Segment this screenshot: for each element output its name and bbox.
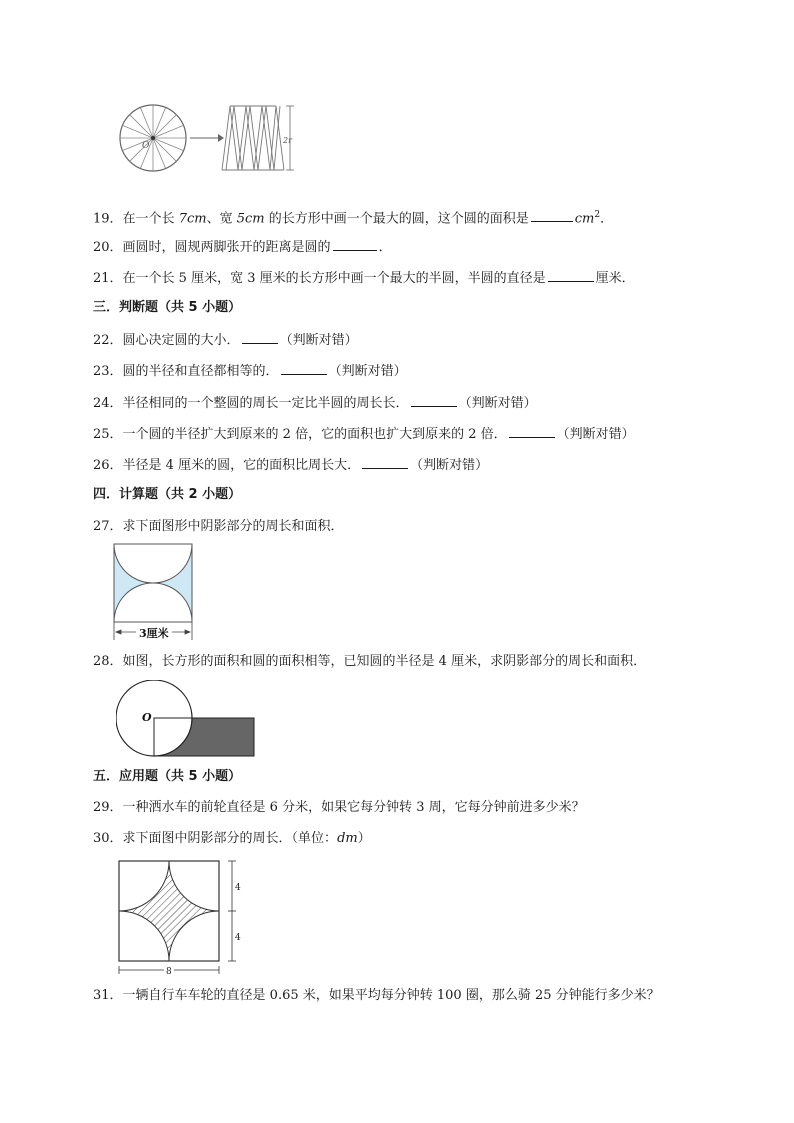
height-label: 2r [283, 136, 292, 145]
question-27: 27．求下面图形中阴影部分的周长和面积． [93, 519, 344, 534]
question-21: 21．在一个长 5 厘米，宽 3 厘米的长方形中画一个最大的半圆，半圆的直径是 厘米． [93, 271, 635, 286]
question-29: 29．一种洒水车的前轮直径是 6 分米，如果它每分钟转 3 周，它每分钟前进多少米？ [93, 800, 585, 815]
q27-figure [112, 542, 196, 642]
answer-blank[interactable] [548, 269, 594, 282]
question-24: 24．半径相同的一个整圆的周长一定比半圆的周长长． （判断对错） [93, 396, 537, 411]
answer-blank[interactable] [509, 425, 555, 438]
q30-label-top: 4 [235, 883, 241, 893]
question-20: 20．画圆时，圆规两脚张开的距离是圆的 ． [93, 240, 392, 255]
question-30: 30．求下面图中阴影部分的周长．（单位：dm） [93, 831, 371, 846]
arrow-icon [190, 134, 224, 142]
section-apply-heading: 五．应用题（共 5 小题） [93, 769, 242, 784]
q30-label-width: 8 [166, 967, 172, 977]
answer-blank[interactable] [362, 456, 408, 469]
answer-blank[interactable] [411, 394, 457, 407]
question-31: 31．一辆自行车车轮的直径是 0.65 米，如果平均每分钟转 100 圈，那么骑 25 分钟能行多少米？ [93, 988, 660, 1003]
q30-figure [116, 858, 246, 978]
q27-width-label: 3厘米 [139, 627, 169, 640]
question-25: 25．一个圆的半径扩大到原来的 2 倍，它的面积也扩大到原来的 2 倍． （判断对错） [93, 427, 635, 442]
wheel-spoke [153, 138, 176, 161]
answer-blank[interactable] [242, 331, 278, 344]
q30-label-bottom: 4 [235, 933, 241, 943]
answer-blank[interactable] [281, 362, 327, 375]
question-28: 28．如图，长方形的面积和圆的面积相等，已知圆的半径是 4 厘米，求阴影部分的周长和面积． [93, 654, 647, 669]
section-calc-heading: 四．计算题（共 2 小题） [93, 487, 242, 502]
answer-blank[interactable] [531, 209, 573, 222]
wheel-spoke [130, 115, 153, 138]
wheel-spoke [153, 115, 176, 138]
rearranged-sectors [222, 106, 284, 170]
question-26: 26．半径是 4 厘米的圆，它的面积比周长大． （判断对错） [93, 458, 489, 473]
wheel-figure [112, 103, 302, 193]
q28-figure [116, 680, 258, 762]
question-19: 19．在一个长 7cm、宽 5cm 的长方形中画一个最大的圆，这个圆的面积是 $cm^2$． [93, 210, 614, 227]
question-22: 22．圆心决定圆的大小． （判断对错） [93, 333, 358, 348]
answer-blank[interactable] [333, 238, 377, 251]
wheel-circle [120, 105, 186, 171]
q28-center-label: O [142, 711, 152, 724]
wheel-center-label: O [142, 141, 150, 151]
question-23: 23．圆的半径和直径都相等的． （判断对错） [93, 364, 407, 379]
hatched-region [119, 861, 219, 961]
section-judge-heading: 三．判断题（共 5 小题） [93, 300, 242, 315]
